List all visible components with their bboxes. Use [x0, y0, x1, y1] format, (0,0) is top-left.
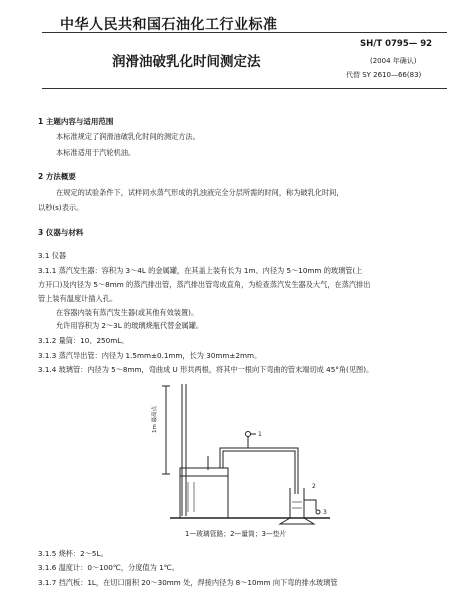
item-3-1-1-line-3: 管上装有温度计插入孔。	[38, 294, 118, 303]
figure-label-3: 3	[323, 509, 327, 516]
item-3-1-1-line-4: 在容器内装有蒸汽发生器(或其他有效装置)。	[56, 308, 199, 317]
replacement-note: 代替 SY 2610—66(83)	[346, 71, 422, 79]
header-rule	[42, 32, 447, 33]
figure-caption: 1—玻璃管路；2—量筒；3—垫片	[185, 530, 287, 538]
item-3-1-7: 3.1.7 挡汽板：1L，在切口面积 20～30mm 处，焊接内径为 8～10mm 向下弯的排水玻璃管	[38, 578, 338, 587]
apparatus-figure	[130, 378, 360, 526]
section-1-para-1: 本标准规定了润滑油破乳化时间的测定方法。	[56, 132, 200, 141]
figure-label-1: 1	[258, 431, 262, 438]
side-outlet	[304, 500, 316, 510]
section-3-heading: 3 仪器与材料	[38, 228, 84, 237]
figure-label-2: 2	[312, 483, 316, 490]
title-rule	[42, 88, 447, 89]
section-2-para-1: 在规定的试验条件下，试样同水蒸气形成的乳浊液完全分层所需的时间，称为破乳化时间，	[56, 188, 344, 197]
section-2-heading: 2 方法概要	[38, 172, 76, 181]
steam-pipe	[220, 448, 298, 494]
standard-organization: 中华人民共和国石油化工行业标准	[60, 17, 278, 33]
section-1-para-2: 本标准适用于汽轮机油。	[56, 148, 136, 157]
confirmation-note: (2004 年确认)	[370, 57, 417, 65]
section-2-para-2: 以秒(s)表示。	[38, 203, 84, 212]
subsection-3-1: 3.1 仪器	[38, 251, 67, 260]
section-1-heading: 1 主题内容与适用范围	[38, 117, 114, 126]
standard-code: SH/T 0795— 92	[360, 39, 433, 49]
item-3-1-1-line-5: 允许用容积为 2～3L 的玻璃烧瓶代替金属罐。	[56, 321, 204, 330]
graduated-cylinder	[290, 488, 304, 518]
height-label: 1m 最高点	[152, 405, 158, 433]
item-3-1-4: 3.1.4 玻璃管：内径为 5～8mm，弯曲成 U 形共两根，将其中一根向下弯曲的管末端切成 45°角(见图)。	[38, 365, 374, 374]
document-title: 润滑油破乳化时间测定法	[112, 54, 261, 70]
item-3-1-6: 3.1.6 温度计：0～100℃，分度值为 1℃。	[38, 563, 179, 572]
item-3-1-1-line-2: 方开口)及内径为 5～8mm 的蒸汽排出管，蒸汽排出管弯成直角，为检查蒸汽发生器及大气，在蒸汽排出	[38, 280, 371, 289]
item-3-1-1-line-1: 3.1.1 蒸汽发生器：容积为 3～4L 的金属罐，在其盖上装有长为 1m、内径为 5～10mm 的玻璃管(上	[38, 266, 363, 275]
item-3-1-5: 3.1.5 烧杯：2～5L。	[38, 549, 108, 558]
item-3-1-2: 3.1.2 量筒：10、250mL。	[38, 336, 129, 345]
item-3-1-3: 3.1.3 蒸汽导出管：内径为 1.5mm±0.1mm，长为 30mm±2mm。	[38, 351, 262, 360]
